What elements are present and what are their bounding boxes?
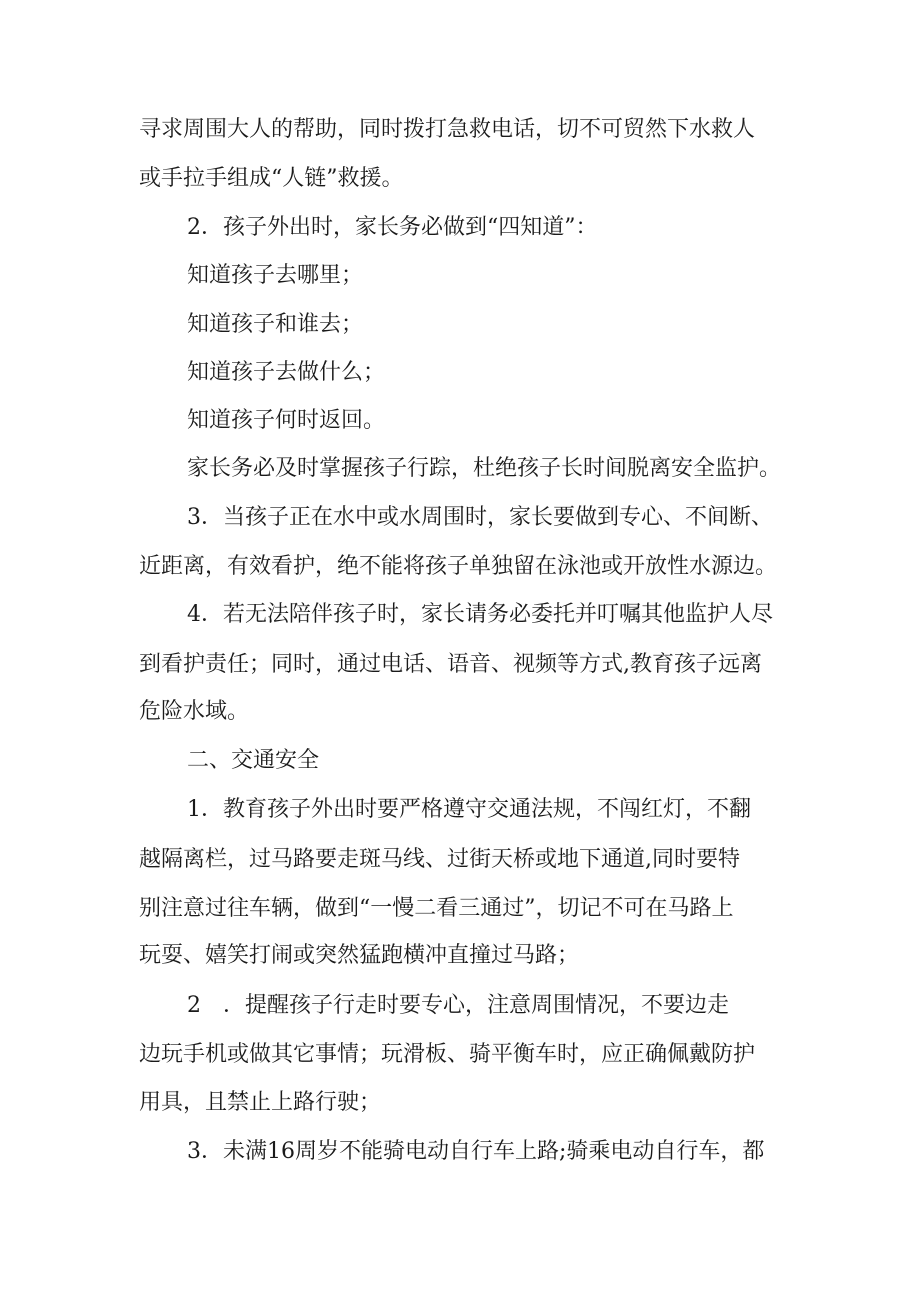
traffic-item-1-line-1: 1．教育孩子外出时要严格遵守交通法规，不闯红灯，不翻 [187, 797, 751, 822]
water-item-3-line-2: 近距离，有效看护，绝不能将孩子单独留在泳池或开放性水源边。 [139, 554, 778, 579]
traffic-item-2-line-1: 2 ．提醒孩子行走时要专心，注意周围情况，不要边走 [187, 993, 729, 1018]
water-item-4-line-3: 危险水域。 [139, 699, 250, 724]
track-whereabouts-line: 家长务必及时掌握孩子行踪，杜绝孩子长时间脱离安全监护。 [187, 456, 782, 481]
traffic-item-1-line-4: 玩耍、嬉笑打闹或突然猛跑横冲直撞过马路； [139, 943, 580, 968]
water-item-4-line-1: 4．若无法陪伴孩子时，家长请务必委托并叮嘱其他监护人尽 [187, 602, 773, 627]
water-item-3-line-1: 3．当孩子正在水中或水周围时，家长要做到专心、不间断、 [187, 505, 773, 530]
know-what-line: 知道孩子去做什么； [187, 360, 386, 385]
water-intro-line-2: 或手拉手组成“人链”救援。 [139, 166, 404, 191]
traffic-item-2-line-3: 用具，且禁止上路行驶； [139, 1090, 382, 1115]
water-item-2-heading: 2．孩子外出时，家长务必做到“四知道”： [187, 215, 598, 240]
know-when-return-line: 知道孩子何时返回。 [187, 408, 386, 433]
traffic-item-1-line-3: 别注意过往车辆，做到“一慢二看三通过”，切记不可在马路上 [139, 896, 734, 921]
traffic-safety-heading: 二、交通安全 [187, 748, 320, 773]
traffic-item-2-line-2: 边玩手机或做其它事情；玩滑板、骑平衡车时，应正确佩戴防护 [139, 1042, 756, 1067]
traffic-item-1-line-2: 越隔离栏，过马路要走斑马线、过街天桥或地下通道,同时要特 [139, 847, 740, 872]
water-intro-line-1: 寻求周围大人的帮助，同时拨打急救电话，切不可贸然下水救人 [139, 117, 756, 142]
know-where-line: 知道孩子去哪里； [187, 263, 364, 288]
traffic-item-3-line-1: 3．未满16周岁不能骑电动自行车上路;骑乘电动自行车，都 [187, 1139, 765, 1164]
know-with-whom-line: 知道孩子和谁去； [187, 312, 364, 337]
water-item-4-line-2: 到看护责任；同时，通过电话、语音、视频等方式,教育孩子远离 [139, 652, 762, 677]
